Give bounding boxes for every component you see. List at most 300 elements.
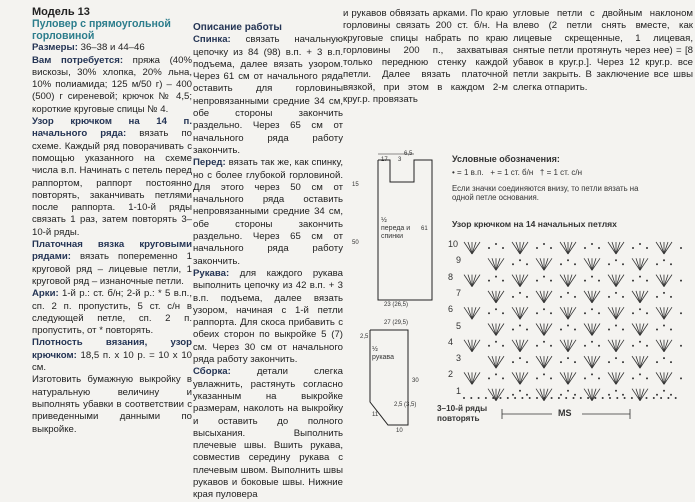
chart-stitch (616, 242, 624, 254)
chart-stitch (468, 275, 472, 287)
chart-base-chain (470, 397, 472, 399)
chart-chain (608, 394, 610, 396)
chart-chain (632, 247, 634, 249)
label-front-back: ½ переда и спинки (381, 217, 411, 240)
chart-stitch (496, 389, 500, 401)
chart-stitch (472, 307, 480, 319)
chart-chain (584, 345, 586, 347)
materials-text: пряжа (40% вискозы, 30% хлопка, 20% льна, 10% полиамида; 125 м/50 г) – 400 (500) г сиреневой; крючок № 4,5; короткие круговые спицы № 4. (32, 54, 192, 115)
chart-stitch (636, 356, 640, 368)
arches-paragraph (32, 288, 192, 337)
chart-stitch (492, 356, 496, 368)
chart-chain (622, 394, 624, 396)
chart-stitch (640, 291, 644, 303)
row-number: 3 (456, 353, 462, 364)
chart-stitch (540, 291, 544, 303)
column-2 (193, 22, 343, 502)
chart-stitch (660, 340, 664, 352)
label-sleeve: ½ рукава (372, 346, 394, 361)
chart-chain (560, 296, 562, 298)
chart-stitch (520, 275, 528, 287)
chart-stitch (608, 275, 616, 287)
chart-base-chain (485, 397, 487, 399)
chart-stitch (664, 372, 668, 384)
chart-chain (567, 390, 569, 392)
assembly-text: детали слегка увлажнить, растянуть согласно указанным на выкройке размерам, наколоть на выкройку и оставить до полного высыхания. Выполнить плечевые швы. Вшить рукава, совместив середину рукава с плечевым швом. Выполнить швы рукавов и боковые швы. Нижние края пуловера (193, 366, 343, 501)
rapport-label: MS (558, 408, 572, 418)
materials-paragraph (32, 55, 192, 116)
chart-chain (632, 312, 634, 314)
dim-2-5-3-5: 2,5 (3,5) (394, 402, 417, 408)
chart-base-chain (500, 397, 502, 399)
chart-stitch (588, 356, 592, 368)
chart-stitch (616, 372, 624, 384)
chart-chain (536, 312, 538, 314)
chart-stitch (616, 307, 620, 319)
chart-chain (560, 263, 562, 265)
chart-stitch (608, 340, 616, 352)
chart-stitch (664, 372, 672, 384)
chart-chain (663, 325, 665, 327)
work-title: Описание работы (193, 22, 282, 33)
chart-chain (512, 296, 514, 298)
front-text: вязать так же, как спинку, но с более глубокой горловиной. Для этого через 50 см от начального ряда оставить непровязанными средние 34 см, обе стороны закончить раздельно. Через 65 см от начального ряда работу закончить. (193, 157, 343, 267)
chart-stitch (512, 340, 520, 352)
chart-chain (574, 329, 576, 331)
chart-stitch (568, 372, 576, 384)
chart-chain (488, 377, 490, 379)
chart-chain (670, 296, 672, 298)
chart-stitch (656, 372, 664, 384)
chart-stitch (640, 324, 644, 336)
chart-chain (646, 377, 648, 379)
dim-23: 23 (26,5) (384, 302, 409, 308)
chart-stitch (464, 372, 472, 384)
chart-stitch (492, 389, 496, 401)
chart-stitch (664, 340, 672, 352)
chart-base-chain (543, 397, 545, 399)
chart-stitch (468, 242, 472, 254)
chart-base-chain (646, 397, 648, 399)
row-number: 4 (448, 336, 454, 347)
chart-chain (526, 361, 528, 363)
chart-chain (526, 394, 528, 396)
chart-stitch (656, 275, 664, 287)
chart-stitch (544, 324, 548, 336)
dim-61: 61 (421, 226, 428, 232)
chart-base-chain (594, 397, 596, 399)
chart-chain (536, 247, 538, 249)
chart-stitch (544, 291, 552, 303)
chart-chain (502, 345, 504, 347)
assembly-paragraph (193, 366, 343, 501)
chart-chain (632, 345, 634, 347)
column-3-text: и рукавов обвязать арками. По краю горловины связать 200 ст. б/н. На круговые спицы набрать по краю горловины 200 п., захватывая только переднюю стенку каждой петли. Далее вязать платочной вязкой, при этом в каждом 2-м круг.р. провязать (343, 8, 508, 106)
chart-stitch (564, 372, 568, 384)
chart-base-chain (653, 397, 655, 399)
chart-stitch (640, 389, 644, 401)
chart-base-chain (507, 397, 509, 399)
arches-text: 1-й р.: ст. б/н; 2-й р.: * 5 в.п., сп. 2 п. пропустить, 5 ст. с/н в следующей петле, сп. 2 п. пропустить, от * повторять. (32, 288, 192, 337)
chart-stitch (588, 324, 592, 336)
chart-base-chain (587, 397, 589, 399)
chart-stitch (496, 291, 500, 303)
chart-chain (639, 308, 641, 310)
row-number: 7 (456, 287, 462, 298)
chart-base-chain (492, 397, 494, 399)
chart-chain (680, 280, 682, 282)
chart-base-chain (667, 397, 669, 399)
chart-chain (615, 259, 617, 261)
chart-stitch (512, 307, 520, 319)
chart-stitch (492, 291, 496, 303)
chart-stitch (520, 242, 528, 254)
chart-chain (502, 247, 504, 249)
density-paragraph (32, 337, 192, 374)
chart-stitch (632, 258, 640, 270)
chart-stitch (592, 291, 596, 303)
chart-base-chain (602, 397, 604, 399)
chart-chain (656, 394, 658, 396)
chart-stitch (472, 242, 476, 254)
chart-base-chain (463, 397, 465, 399)
chart-stitch (492, 258, 496, 270)
rib-paragraph (32, 239, 192, 288)
rib-text: вязать попеременно 1 круговой ряд – лицевые петли, 1 круговой ряд – изнаночные петли. (32, 251, 192, 287)
chart-chain (680, 247, 682, 249)
chart-chain (495, 373, 497, 375)
dim-50: 50 (352, 240, 359, 246)
chart-chain (591, 243, 593, 245)
chart-stitch (616, 275, 624, 287)
chart-stitch (560, 242, 568, 254)
chart-chain (550, 312, 552, 314)
chart-chain (598, 345, 600, 347)
chart-stitch (472, 275, 476, 287)
chart-chain (560, 361, 562, 363)
chart-stitch (468, 307, 472, 319)
single-crochet-icon: + (490, 168, 495, 177)
chart-base-chain (580, 397, 582, 399)
dim-15: 15 (352, 182, 359, 188)
chain-stitch-icon: • (452, 168, 455, 177)
chart-chain (608, 296, 610, 298)
chart-stitch (592, 324, 600, 336)
sizes-label: Размеры: (32, 42, 78, 54)
chart-stitch (616, 340, 624, 352)
sizes-value: 36–38 и 44–46 (80, 42, 145, 54)
row-number: 1 (456, 385, 462, 396)
chart-chain (615, 325, 617, 327)
row-number: 2 (448, 369, 454, 380)
chart-chain (519, 259, 521, 261)
chart-stitch (496, 324, 504, 336)
chart-stitch (520, 275, 524, 287)
chart-chain (670, 263, 672, 265)
legend-single: = 1 ст. б/н (497, 168, 534, 177)
chart-chain (646, 312, 648, 314)
chart-chain (495, 308, 497, 310)
scheme-title: Узор крючком на 14 начальных петлях (452, 219, 617, 229)
chart-chain (550, 345, 552, 347)
chart-stitch (544, 356, 552, 368)
chart-stitch (560, 275, 568, 287)
dim-10: 10 (396, 428, 403, 434)
chart-stitch (520, 340, 528, 352)
chart-chain (639, 243, 641, 245)
chart-stitch (544, 324, 552, 336)
chart-chain (574, 263, 576, 265)
chart-stitch (608, 242, 616, 254)
chart-chain (488, 312, 490, 314)
chart-stitch (640, 356, 648, 368)
legend-chain: = 1 в.п. (457, 168, 484, 177)
chart-stitch (520, 307, 524, 319)
chart-chain (656, 296, 658, 298)
model-title-line2: горловиной (32, 30, 95, 43)
legend-items (452, 168, 582, 177)
chart-chain (663, 357, 665, 359)
chart-chain (574, 296, 576, 298)
chart-chain (656, 263, 658, 265)
chart-stitch (660, 242, 664, 254)
column-4 (513, 8, 693, 94)
chart-chain (656, 361, 658, 363)
chart-chain (536, 345, 538, 347)
chart-stitch (560, 372, 568, 384)
chart-base-chain (638, 397, 640, 399)
chart-stitch (568, 307, 576, 319)
chart-chain (488, 345, 490, 347)
chart-stitch (544, 258, 552, 270)
chart-stitch (512, 372, 520, 384)
dim-11: 11 (372, 412, 379, 418)
rows-repeat-label: 3–10-й ряды повторять (437, 404, 488, 423)
chart-stitch (536, 258, 544, 270)
back-text: связать начальную цепочку из 84 (98) в.п. + 3 в.п. подъема, далее вязать узором. Через 61 см от начального ряда оставить для горловины непровязанными средние 34 см, обе стороны закончить раздельно. Через 65 см от начального ряда работу закончить. (193, 34, 343, 156)
chart-stitch (588, 258, 592, 270)
chart-stitch (664, 242, 668, 254)
front-label: Перед: (193, 157, 226, 169)
chart-stitch (536, 291, 544, 303)
chart-chain (632, 280, 634, 282)
chart-stitch (584, 258, 592, 270)
chart-chain (567, 259, 569, 261)
chart-stitch (616, 242, 620, 254)
chart-chain (598, 280, 600, 282)
chart-chain (680, 345, 682, 347)
column-4-text: угловые петли с двойным наклоном влево (2 петли снять вместе, как лицевые скрещенные, 1 лицевая, снятые петли протянуть через нее) = [8 убавок в круг.р.]. Через 12 круг.р. все петли закрыть. В заключение все швы слегка отпарить. (513, 8, 693, 93)
chart-base-chain (609, 397, 611, 399)
chart-chain (526, 296, 528, 298)
chart-chain (502, 312, 504, 314)
chart-stitch (568, 307, 572, 319)
chart-stitch (664, 242, 672, 254)
chart-chain (584, 280, 586, 282)
chart-chain (574, 394, 576, 396)
chart-stitch (588, 389, 592, 401)
chart-stitch (592, 258, 596, 270)
chart-stitch (640, 291, 648, 303)
chart-stitch (592, 356, 600, 368)
chart-stitch (540, 356, 544, 368)
chart-chain (567, 325, 569, 327)
pattern-label: Узор крючком на 14 п. начального ряда: (32, 116, 192, 140)
chart-stitch (464, 307, 472, 319)
chart-stitch (616, 372, 620, 384)
sleeve-pattern-piece (370, 330, 408, 425)
chart-stitch (516, 307, 520, 319)
chart-chain (663, 390, 665, 392)
chart-base-chain (565, 397, 567, 399)
chart-stitch (636, 324, 640, 336)
chart-chain (488, 280, 490, 282)
chart-stitch (516, 242, 520, 254)
chart-stitch (488, 258, 496, 270)
back-paragraph (193, 34, 343, 157)
column-1 (32, 6, 192, 436)
chart-stitch (516, 372, 520, 384)
chart-stitch (564, 242, 568, 254)
chart-chain (543, 373, 545, 375)
legend-title: Условные обозначения: (452, 154, 560, 164)
chart-stitch (664, 340, 668, 352)
chart-stitch (568, 242, 576, 254)
chart-chain (584, 247, 586, 249)
chart-stitch (612, 242, 616, 254)
chart-stitch (512, 275, 520, 287)
assembly-label: Сборка: (193, 366, 231, 378)
chart-chain (639, 341, 641, 343)
row-number: 8 (448, 271, 454, 282)
chart-chain (680, 312, 682, 314)
chart-stitch (656, 307, 664, 319)
materials-label: Вам потребуется: (32, 54, 124, 66)
chart-chain (550, 247, 552, 249)
chart-chain (615, 357, 617, 359)
sleeves-text: для каждого рукава выполнить цепочку из 42 в.п. + 3 в.п. подъема, далее вязать узором, начиная с 1-й петли раппорта. Для скоса прибавить с обеих сторон по выкройке 5 (7) см. Через 30 см от начального ряда работу закончить. (193, 267, 343, 366)
chart-chain (591, 341, 593, 343)
density-label: Плотность вязания, узор крючком: (32, 337, 192, 361)
chart-stitch (564, 340, 568, 352)
chart-chain (646, 247, 648, 249)
chart-base-chain (573, 397, 575, 399)
chart-chain (550, 280, 552, 282)
chart-chain (639, 373, 641, 375)
chart-stitch (584, 291, 592, 303)
chart-chain (495, 243, 497, 245)
chart-stitch (612, 372, 616, 384)
chart-stitch (496, 291, 504, 303)
chart-stitch (516, 340, 520, 352)
pattern-paragraph (32, 116, 192, 239)
chart-chain (567, 292, 569, 294)
chart-chain (622, 329, 624, 331)
chart-stitch (520, 307, 528, 319)
chart-stitch (664, 275, 672, 287)
chart-chain (512, 361, 514, 363)
chart-chain (519, 292, 521, 294)
chart-chain (598, 377, 600, 379)
rapport-bracket (500, 408, 690, 420)
chart-stitch (544, 258, 548, 270)
chart-stitch (632, 356, 640, 368)
chart-chain (622, 296, 624, 298)
chart-chain (608, 329, 610, 331)
chart-chain (550, 377, 552, 379)
chart-stitch (536, 356, 544, 368)
chart-stitch (612, 275, 616, 287)
chart-chain (543, 308, 545, 310)
chart-stitch (472, 275, 480, 287)
chart-stitch (488, 356, 496, 368)
chart-stitch (468, 372, 472, 384)
chart-stitch (472, 242, 480, 254)
chart-stitch (632, 291, 640, 303)
chart-chain (536, 377, 538, 379)
chart-stitch (568, 275, 572, 287)
chart-stitch (568, 242, 572, 254)
chart-base-chain (616, 397, 618, 399)
chart-stitch (584, 356, 592, 368)
chart-stitch (560, 307, 568, 319)
legend-double: = 1 ст. с/н (546, 168, 583, 177)
chart-chain (622, 263, 624, 265)
chart-stitch (472, 340, 476, 352)
chart-chain (615, 390, 617, 392)
chart-stitch (636, 258, 640, 270)
row-number: 10 (448, 239, 459, 249)
double-crochet-icon: † (539, 168, 545, 177)
chart-chain (591, 373, 593, 375)
back-label: Спинка: (193, 34, 231, 46)
legend-note: Если значки соединяются внизу, то петли вязать на одной петле основания. (452, 184, 639, 202)
chart-chain (543, 243, 545, 245)
chart-stitch (560, 340, 568, 352)
chart-chain (598, 312, 600, 314)
chart-base-chain (551, 397, 553, 399)
chart-chain (560, 329, 562, 331)
chart-chain (495, 276, 497, 278)
row-number: 6 (448, 304, 454, 315)
chart-stitch (472, 372, 480, 384)
sleeves-paragraph (193, 268, 343, 366)
chart-base-chain (536, 397, 538, 399)
chart-stitch (520, 372, 524, 384)
chart-base-chain (521, 397, 523, 399)
chart-chain (512, 394, 514, 396)
dim-27: 27 (29,5) (384, 320, 409, 326)
chart-chain (512, 329, 514, 331)
chart-stitch (564, 275, 568, 287)
chart-stitch (564, 307, 568, 319)
chart-base-chain (558, 397, 560, 399)
chart-stitch (640, 258, 648, 270)
pattern-tail: Изготовить бумажную выкройку в натуральную величину и выполнять убавки в соответствии с приведенными данными по выкройке. (32, 374, 192, 435)
chart-stitch (496, 258, 504, 270)
chart-stitch (568, 340, 576, 352)
density-text: 18,5 п. х 10 р. = 10 х 10 см. (32, 349, 192, 374)
chart-stitch (540, 258, 544, 270)
chart-chain (670, 329, 672, 331)
chart-chain (680, 377, 682, 379)
chart-stitch (592, 356, 596, 368)
chart-chain (608, 263, 610, 265)
chart-chain (519, 390, 521, 392)
chart-stitch (520, 242, 524, 254)
chart-stitch (496, 356, 500, 368)
chart-chain (670, 394, 672, 396)
